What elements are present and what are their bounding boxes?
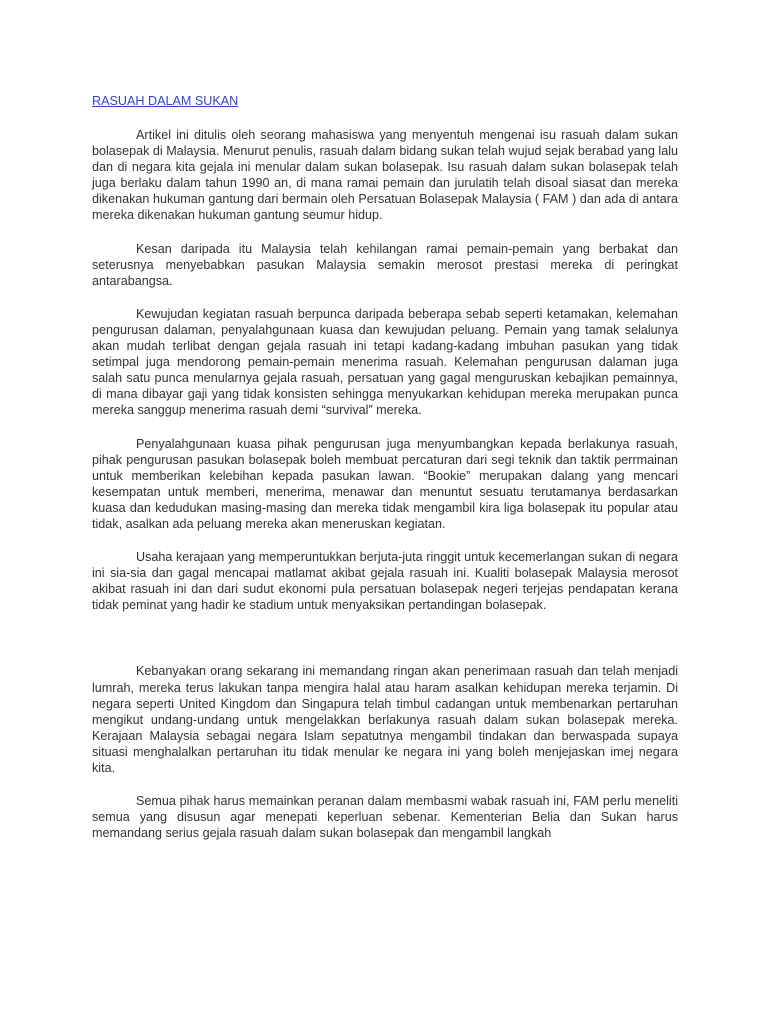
paragraph-5: Usaha kerajaan yang memperuntukkan berjuta-juta ringgit untuk kecemerlangan sukan di negara ini sia-sia dan gagal mencapai matlamat akibat gejala rasuah ini. Kualiti bolasepak Malaysia merosot akibat rasuah ini dan dari sudut ekonomi pula persatuan bolasepak negeri terjejas pendapatan kerana tidak peminat yang hadir ke stadium untuk menyaksikan pertandingan bolasepak.: [92, 550, 678, 613]
paragraph-4: Penyalahgunaan kuasa pihak pengurusan juga menyumbangkan kepada berlakunya rasuah, pihak pengurusan pasukan bolasepak boleh membuat percaturan dari segi teknik dan taktik perrmainan untuk memberikan kelebihan kepada pasukan lawan. “Bookie” merupakan dalang yang mencari kesempatan untuk memberi, menerima, menawar dan menuntut sesuatu terutamanya berdasarkan kuasa dan kedudukan masing-masing dan mereka tidak mengambil kira liga bolasepak itu popular atau tidak, asalkan ada peluang mereka akan meneruskan kegiatan.: [92, 436, 678, 531]
paragraph-7: Semua pihak harus memainkan peranan dalam membasmi wabak rasuah ini, FAM perlu meneliti semua yang disusun agar menepati keperluan sebenar. Kementerian Belia dan Sukan harus memandang serius gejala rasuah dalam sukan bolasepak dan mengambil langkah: [92, 794, 678, 841]
paragraph-1: Artikel ini ditulis oleh seorang mahasiswa yang menyentuh mengenai isu rasuah dalam sukan bolasepak di Malaysia. Menurut penulis, rasuah dalam bidang sukan telah wujud sejak berabad yang lalu dan di negara kita gejala ini menular dalam sukan bolasepak. Isu rasuah dalam sukan bolasepak telah juga berlaku dalam tahun 1990 an, di mana ramai pemain dan jurulatih telah disoal siasat dan mereka dikenakan hukuman gantung dari bermain oleh Persatuan Bolasepak Malaysia ( FAM ) dan ada di antara mereka dikenakan hukuman gantung seumur hidup.: [92, 128, 678, 223]
paragraph-3: Kewujudan kegiatan rasuah berpunca daripada beberapa sebab seperti ketamakan, kelemahan pengurusan dalaman, penyalahgunaan kuasa dan kewujudan peluang. Pemain yang tamak selalunya akan mudah terlibat dengan gejala rasuah ini tetapi kadang-kadang imbuhan pasukan yang tidak setimpal juga mendorong pemain-pemain menerima rasuah. Kelemahan pengurusan dalaman juga salah satu punca menularnya gejala rasuah, persatuan yang gagal menguruskan kebajikan pemainnya, di mana dibayar gaji yang tidak konsisten sehingga menyukarkan kehidupan mereka merupakan punca mereka sanggup menerima rasuah demi “survival” mereka.: [92, 306, 678, 418]
paragraph-6: Kebanyakan orang sekarang ini memandang ringan akan penerimaan rasuah dan telah menjadi lumrah, mereka terus lakukan tanpa mengira halal atau haram asalkan kehidupan mereka terjamin. Di negara seperti United Kingdom dan Singapura telah timbul cadangan untuk membenarkan pertaruhan mengikut undang-undang untuk mengelakkan berlakunya rasuah dalam sukan bolasepak mereka. Kerajaan Malaysia sebagai negara Islam sepatutnya mengambil tindakan dan berwaspada supaya situasi menghalalkan pertaruhan itu tidak menular ke negara ini yang boleh menjejaskan imej negara kita.: [92, 664, 678, 775]
document-title-link[interactable]: RASUAH DALAM SUKAN: [92, 94, 239, 108]
document-body: [92, 93, 678, 858]
paragraph-2: Kesan daripada itu Malaysia telah kehilangan ramai pemain-pemain yang berbakat dan seterusnya menyebabkan pasukan Malaysia semakin merosot prestasi mereka di peringkat antarabangsa.: [92, 241, 678, 288]
